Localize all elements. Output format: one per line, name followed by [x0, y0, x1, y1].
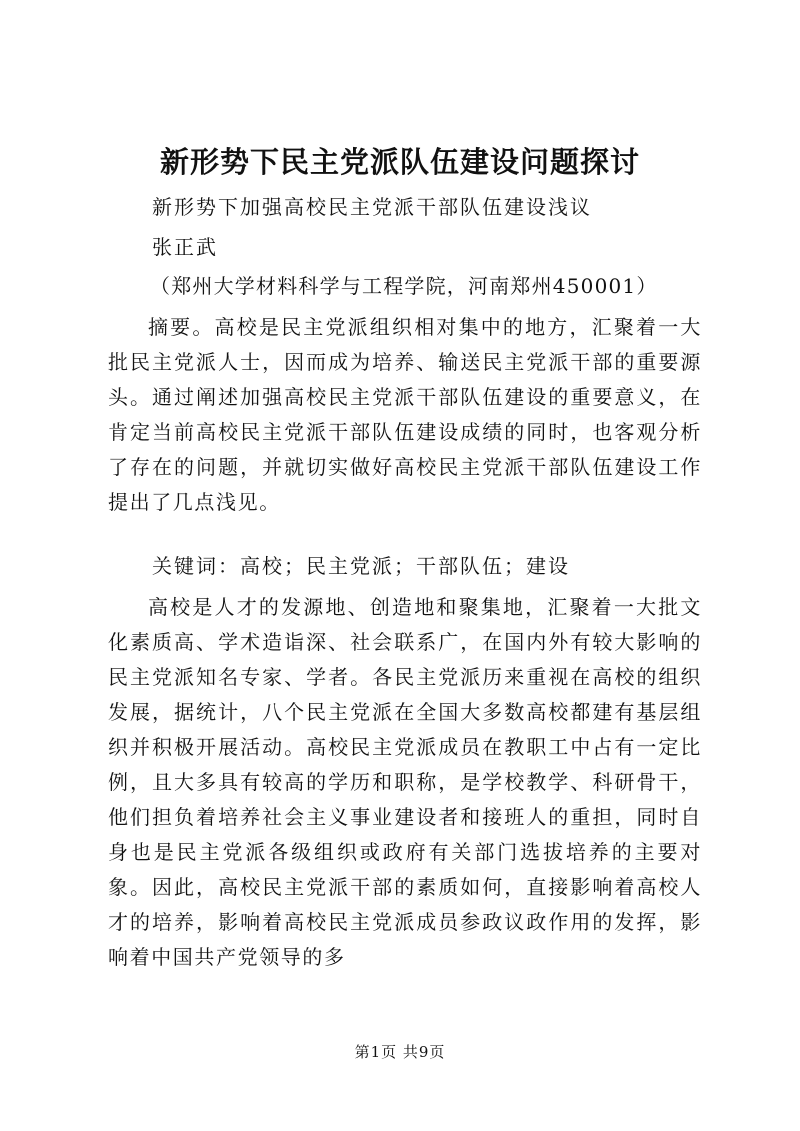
abstract-paragraph: 摘要。高校是民主党派组织相对集中的地方，汇聚着一大批民主党派人士，因而成为培养、输送民主党派干部的重要源头。通过阐述加强高校民主党派干部队伍建设的重要意义，在肯定当前高校民主党派干部队伍建设成绩的同时，也客观分析了存在的问题，并就切实做好高校民主党派干部队伍建设工作提出了几点浅见。 [108, 315, 702, 514]
page-footer: 第1页 共9页 [354, 1043, 446, 1061]
author-name: 张正武 [152, 235, 218, 259]
author-affiliation: （郑州大学材料科学与工程学院，河南郑州450001） [150, 274, 658, 298]
document-title: 新形势下民主党派队伍建设问题探讨 [159, 145, 640, 179]
keywords-line: 关键词：高校；民主党派；干部队伍；建设 [152, 554, 570, 578]
body-paragraph: 高校是人才的发源地、创造地和聚集地，汇聚着一大批文化素质高、学术造诣深、社会联系广，在国内外有较大影响的民主党派知名专家、学者。各民主党派历来重视在高校的组织发展，据统计，八个民主党派在全国大多数高校都建有基层组织并积极开展活动。高校民主党派成员在教职工中占有一定比例，且大多具有较高的学历和职称，是学校教学、科研骨干，他们担负着培养社会主义事业建设者和接班人的重担，同时自身也是民主党派各级组织或政府有关部门选拔培养的主要对象。因此，高校民主党派干部的素质如何，直接影响着高校人才的培养，影响着高校民主党派成员参政议政作用的发挥，影响着中国共产党领导的多 [108, 595, 702, 969]
document-subtitle: 新形势下加强高校民主党派干部队伍建设浅议 [152, 195, 592, 219]
